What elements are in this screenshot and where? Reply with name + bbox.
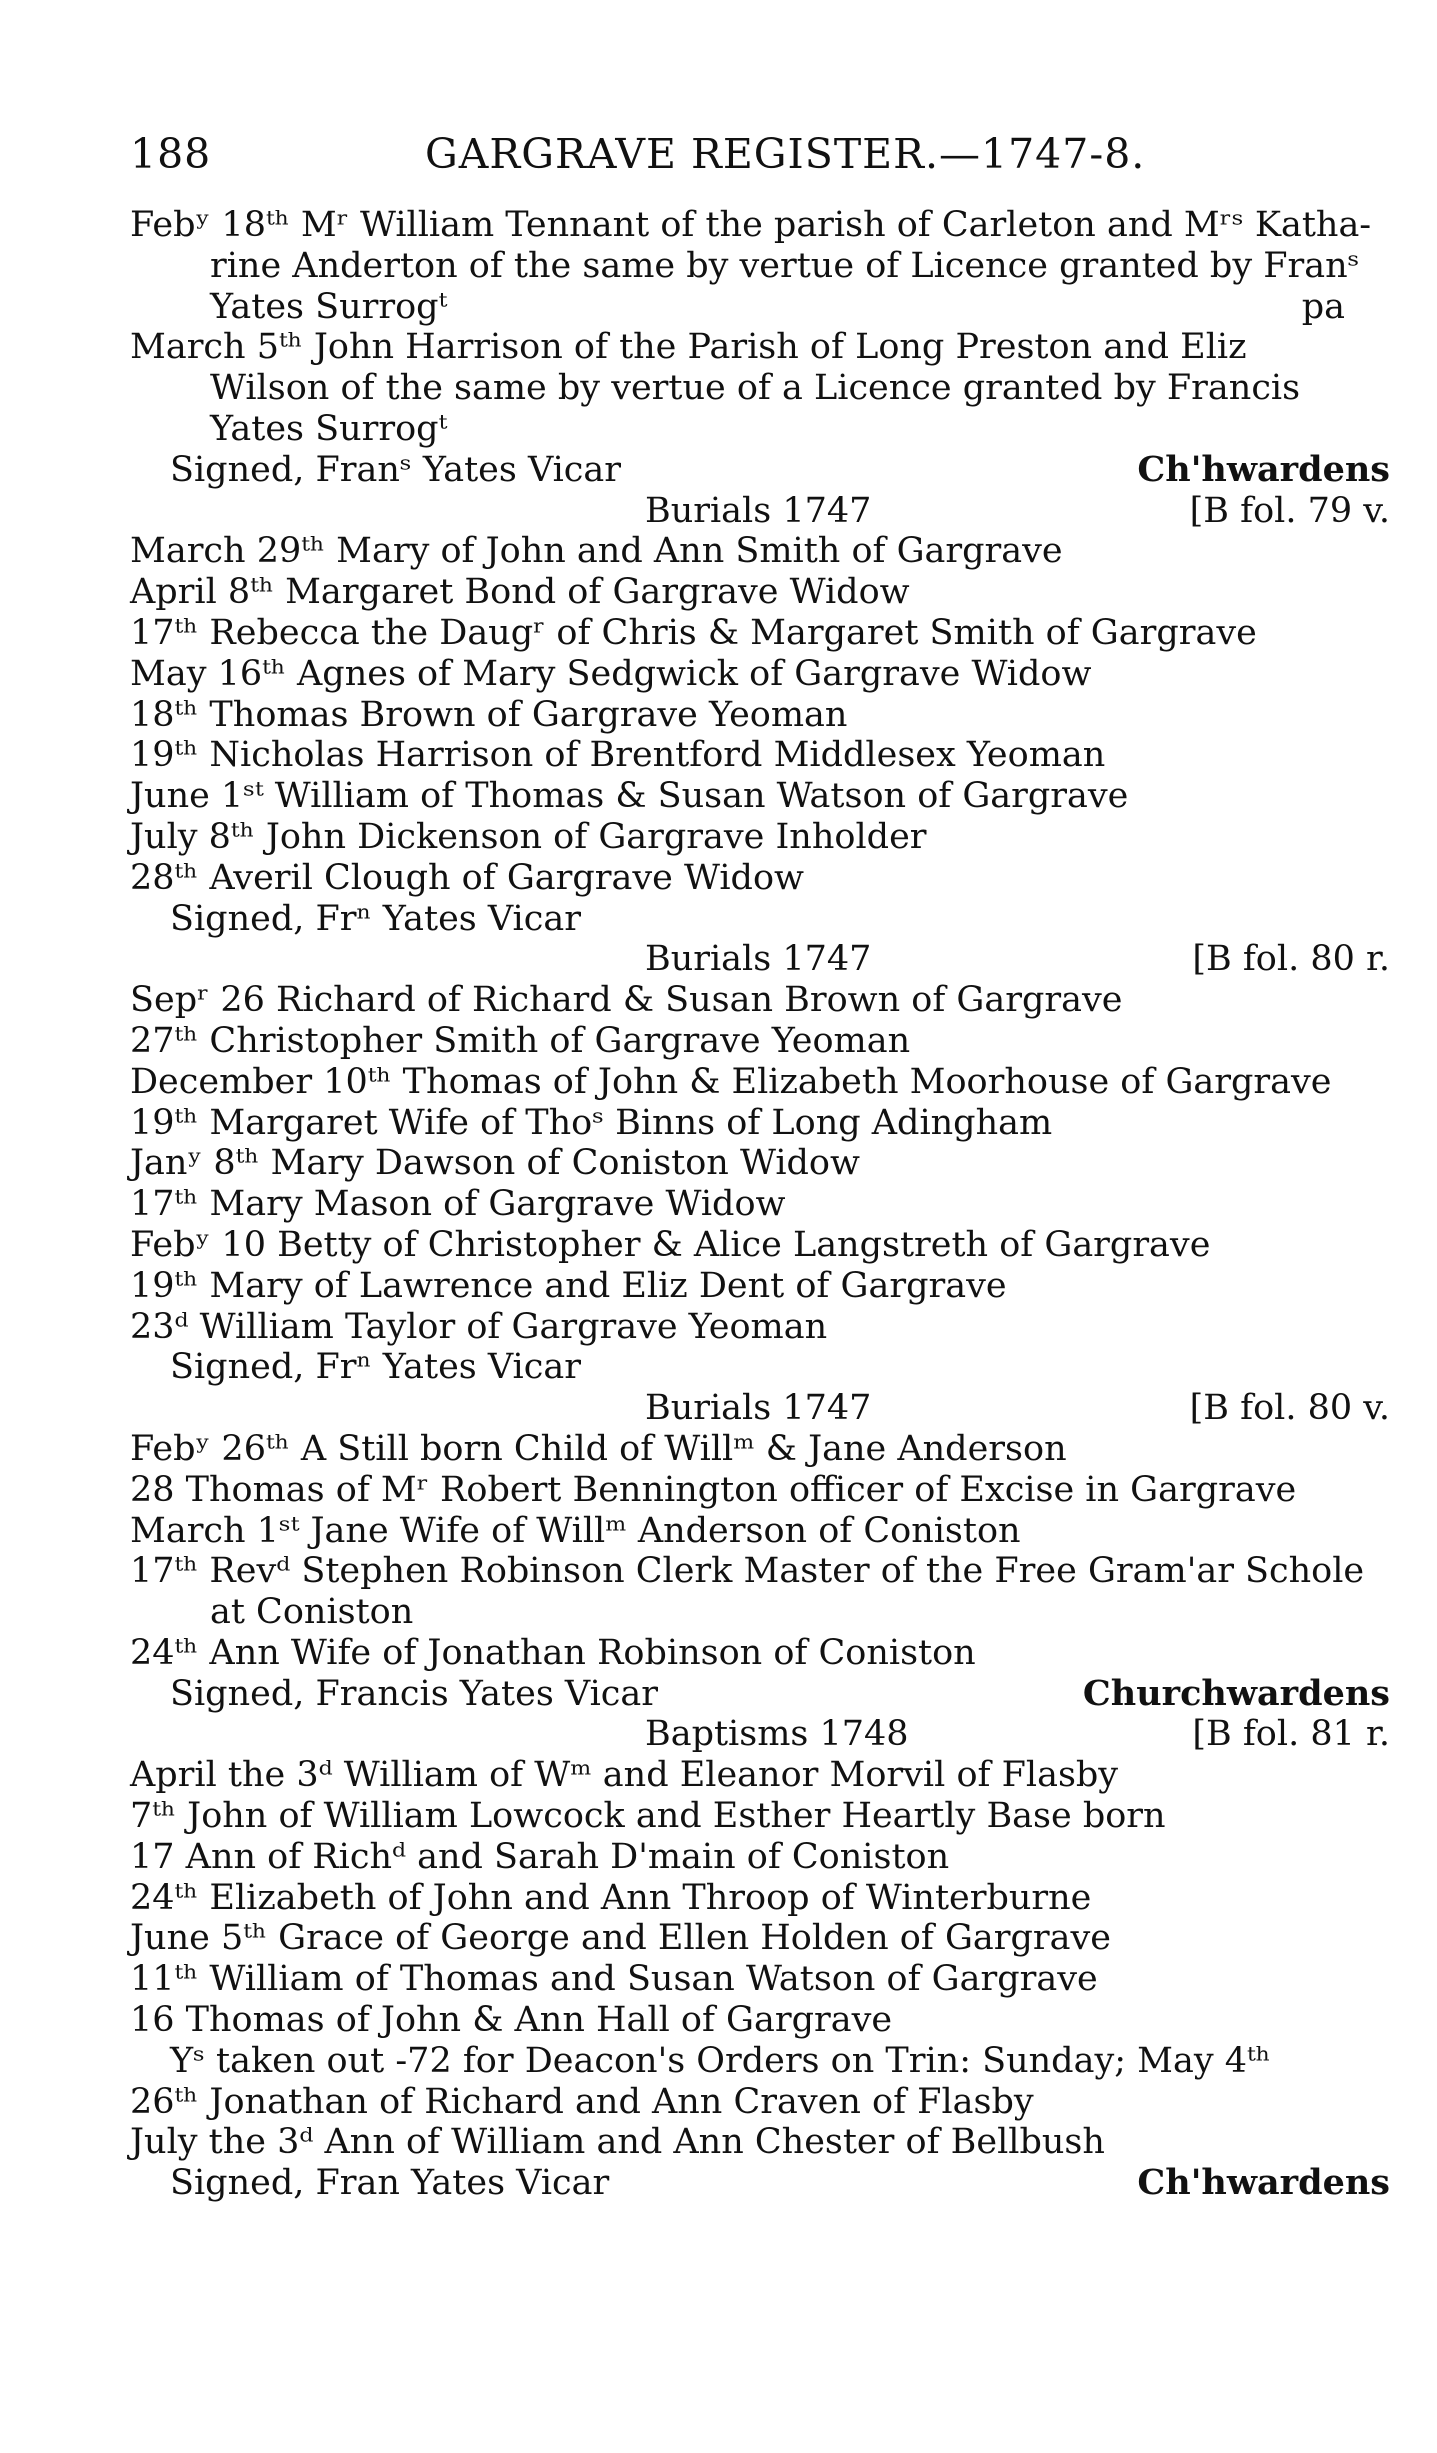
entry-text: Yˢ taken out -72 for Deacon's Orders on Trin: Sunday; May 4ᵗʰ — [170, 2040, 1271, 2081]
entry-text: 23ᵈ William Taylor of Gargrave Yeoman — [130, 1306, 828, 1347]
entry-text: 16 Thomas of John & Ann Hall of Gargrave — [130, 2000, 893, 2041]
entry-text: June 1ˢᵗ William of Thomas & Susan Watson of Gargrave — [130, 776, 1129, 817]
register-entry — [130, 1796, 1400, 1837]
register-entry — [130, 1184, 1400, 1225]
register-entry — [130, 858, 1400, 899]
register-entry — [130, 980, 1400, 1021]
register-entry — [130, 1837, 1400, 1878]
entry-text: March 1ˢᵗ Jane Wife of Willᵐ Anderson of Coniston — [130, 1510, 1021, 1551]
entry-text: 19ᵗʰ Mary of Lawrence and Eliz Dent of Gargrave — [130, 1265, 1007, 1306]
entry-text: Signed, Frⁿ Yates Vicar — [170, 1347, 581, 1388]
folio-reference: [B fol. 81 r. — [1192, 1714, 1390, 1755]
register-entry — [130, 409, 1400, 450]
section-title: Burials 1747 — [645, 490, 872, 531]
register-entry — [130, 1633, 1400, 1674]
entry-text: rine Anderton of the same by vertue of Licence granted by Franˢ — [210, 245, 1360, 286]
folio-reference: [B fol. 80 r. — [1192, 939, 1390, 980]
register-entry — [130, 1021, 1400, 1062]
entry-text: Febʸ 18ᵗʰ Mʳ William Tennant of the parish of Carleton and Mʳˢ Katha- — [130, 205, 1372, 245]
section-heading — [130, 939, 1400, 980]
register-entry — [130, 1470, 1400, 1511]
register-entry — [130, 1143, 1400, 1184]
entry-text: 18ᵗʰ Thomas Brown of Gargrave Yeoman — [130, 694, 848, 735]
entry-text: 28ᵗʰ Averil Clough of Gargrave Widow — [130, 857, 804, 898]
register-entry — [130, 1511, 1400, 1552]
signature-line — [130, 2163, 1400, 2204]
entry-text: May 16ᵗʰ Agnes of Mary Sedgwick of Gargrave Widow — [130, 653, 1092, 694]
folio-reference: [B fol. 79 v. — [1189, 490, 1390, 531]
entry-text: Signed, Frⁿ Yates Vicar — [170, 898, 581, 939]
signature-line — [130, 450, 1400, 491]
register-entry — [130, 1878, 1400, 1919]
entry-text: 7ᵗʰ John of William Lowcock and Esther Heartly Base born — [130, 1796, 1166, 1837]
entry-text: March 29ᵗʰ Mary of John and Ann Smith of Gargrave — [130, 531, 1063, 572]
entry-text: 11ᵗʰ William of Thomas and Susan Watson of Gargrave — [130, 1959, 1098, 2000]
entry-text: Febʸ 26ᵗʰ A Still born Child of Willᵐ & Jane Anderson — [130, 1428, 1067, 1469]
entry-text: Yates Surrogᵗ — [210, 408, 448, 449]
entry-text: July 8ᵗʰ John Dickenson of Gargrave Inholder — [130, 816, 927, 857]
register-entry — [130, 613, 1400, 654]
entry-text: 24ᵗʰ Elizabeth of John and Ann Throop of Winterburne — [130, 1877, 1092, 1918]
entry-text: 27ᵗʰ Christopher Smith of Gargrave Yeoman — [130, 1020, 911, 1061]
register-entry — [130, 1551, 1400, 1592]
entry-text: December 10ᵗʰ Thomas of John & Elizabeth Moorhouse of Gargrave — [130, 1061, 1332, 1102]
register-entry — [130, 654, 1400, 695]
entry-text: Yates Surrogᵗ — [210, 286, 448, 327]
entry-text: Febʸ 10 Betty of Christopher & Alice Langstreth of Gargrave — [130, 1224, 1211, 1265]
register-entry — [130, 246, 1400, 287]
entry-text: April 8ᵗʰ Margaret Bond of Gargrave Widow — [130, 572, 910, 613]
folio-reference: [B fol. 80 v. — [1189, 1388, 1390, 1429]
register-entry — [130, 1592, 1400, 1633]
register-entry — [130, 817, 1400, 858]
section-heading — [130, 491, 1400, 532]
churchwardens-label: Ch'hwardens — [1137, 2162, 1390, 2204]
margin-mark: pa — [1301, 286, 1345, 327]
register-entry — [130, 572, 1400, 613]
entry-text: 17 Ann of Richᵈ and Sarah D'main of Coniston — [130, 1836, 950, 1877]
register-entry — [130, 776, 1400, 817]
page-number: 188 — [130, 130, 212, 178]
entry-text: 17ᵗʰ Rebecca the Daugʳ of Chris & Margaret Smith of Gargrave — [130, 612, 1257, 653]
page-title: GARGRAVE REGISTER.—1747-8. — [425, 130, 1146, 178]
register-entry — [130, 695, 1400, 736]
register-entry — [130, 1266, 1400, 1307]
register-entry — [130, 2000, 1400, 2041]
register-entry — [130, 1755, 1400, 1796]
entry-text: Wilson of the same by vertue of a Licence granted by Francis — [210, 368, 1301, 409]
entry-text: July the 3ᵈ Ann of William and Ann Chester of Bellbush — [130, 2122, 1105, 2163]
entry-text: 17ᵗʰ Revᵈ Stephen Robinson Clerk Master of the Free Gram'ar Schole — [130, 1551, 1365, 1592]
register-entry — [130, 1062, 1400, 1103]
entry-text: Janʸ 8ᵗʰ Mary Dawson of Coniston Widow — [130, 1143, 860, 1184]
entry-text: 19ᵗʰ Margaret Wife of Thoˢ Binns of Long Adingham — [130, 1102, 1053, 1143]
entry-text: 17ᵗʰ Mary Mason of Gargrave Widow — [130, 1184, 786, 1225]
register-entry — [130, 368, 1400, 409]
entry-text: 26ᵗʰ Jonathan of Richard and Ann Craven of Flasby — [130, 2081, 1034, 2122]
register-entry — [130, 205, 1400, 246]
register-entry — [130, 1225, 1400, 1266]
signature-line — [130, 1347, 1400, 1388]
entry-text: at Coniston — [210, 1592, 414, 1633]
register-entry — [130, 1918, 1400, 1959]
entry-text: March 5ᵗʰ John Harrison of the Parish of Long Preston and Eliz — [130, 327, 1247, 368]
section-title: Burials 1747 — [645, 939, 872, 980]
section-title: Burials 1747 — [645, 1388, 872, 1429]
register-entry — [130, 2122, 1400, 2163]
register-entries — [130, 205, 1400, 2204]
register-entry — [130, 1307, 1400, 1348]
signature-line — [130, 2041, 1400, 2082]
entry-text: Sepʳ 26 Richard of Richard & Susan Brown of Gargrave — [130, 980, 1123, 1021]
entry-text: 19ᵗʰ Nicholas Harrison of Brentford Middlesex Yeoman — [130, 735, 1106, 776]
entry-text: June 5ᵗʰ Grace of George and Ellen Holden of Gargrave — [130, 1918, 1112, 1959]
entry-text: 28 Thomas of Mʳ Robert Bennington officer of Excise in Gargrave — [130, 1469, 1297, 1510]
signature-line — [130, 1674, 1400, 1715]
entry-text: 24ᵗʰ Ann Wife of Jonathan Robinson of Coniston — [130, 1632, 976, 1673]
entry-text: Signed, Franˢ Yates Vicar — [170, 449, 622, 490]
register-entry — [130, 287, 1400, 328]
register-entry — [130, 531, 1400, 572]
entry-text: April the 3ᵈ William of Wᵐ and Eleanor Morvil of Flasby — [130, 1755, 1119, 1796]
register-entry — [130, 1103, 1400, 1144]
entry-text: Signed, Francis Yates Vicar — [170, 1673, 658, 1714]
section-heading — [130, 1388, 1400, 1429]
signature-line — [130, 899, 1400, 940]
entry-text: Signed, Fran Yates Vicar — [170, 2163, 610, 2204]
register-entry — [130, 1959, 1400, 2000]
register-entry — [130, 327, 1400, 368]
register-entry — [130, 735, 1400, 776]
register-entry — [130, 2082, 1400, 2123]
churchwardens-label: Ch'hwardens — [1137, 448, 1390, 490]
churchwardens-label: Churchwardens — [1082, 1672, 1390, 1714]
section-title: Baptisms 1748 — [645, 1714, 909, 1755]
register-entry — [130, 1429, 1400, 1470]
section-heading — [130, 1714, 1400, 1755]
